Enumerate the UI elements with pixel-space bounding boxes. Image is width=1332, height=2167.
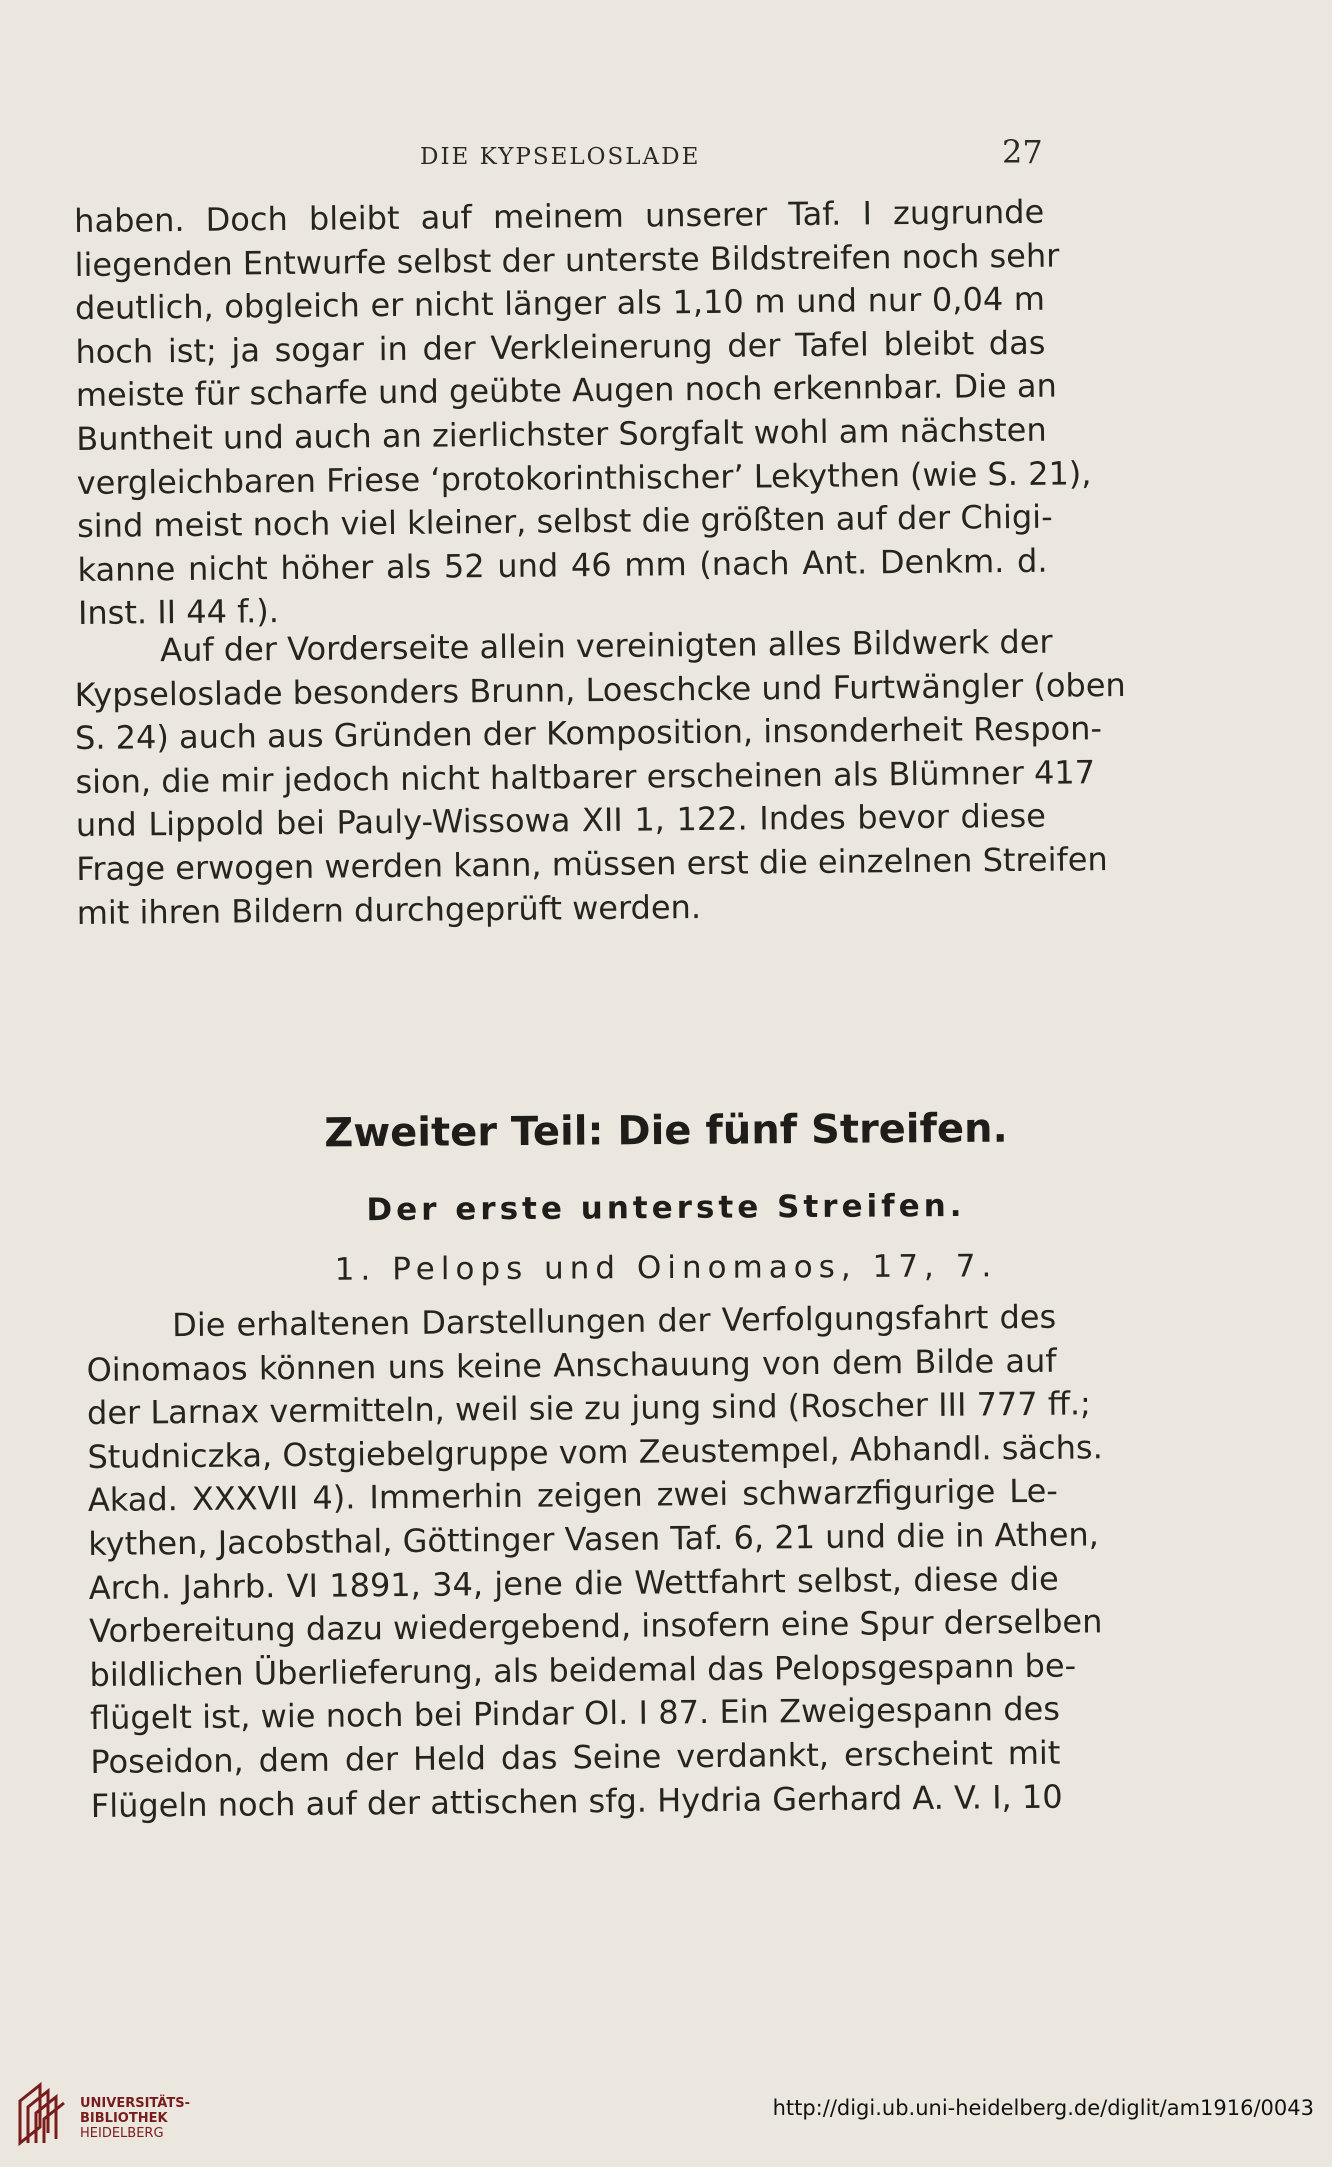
- text-line: Akad. XXXVII 4). Immerhin zeigen zwei schwarzfigurige Le-: [87, 1472, 1059, 1520]
- text-line: flügelt ist, wie noch bei Pindar Ol. I 87. Ein Zweigespann des: [89, 1690, 1061, 1738]
- section-heading: Der erste unterste Streifen.: [366, 1187, 966, 1229]
- library-name-line-1: UNIVERSITÄTS-: [80, 2096, 190, 2111]
- text-line: Auf der Vorderseite allein vereinigten alles Bildwerk der: [160, 622, 1053, 670]
- text-line: Frage erwogen werden kann, müssen erst die einzelnen Streifen: [76, 840, 1108, 888]
- text-line: Vorbereitung dazu wiedergebend, insofern eine Spur derselben: [88, 1602, 1103, 1651]
- running-title: DIE KYPSELOSLADE: [420, 144, 701, 170]
- paragraph-2: [74, 621, 1126, 935]
- text-line: deutlich, obgleich er nicht länger als 1,10 m und nur 0,04 m: [74, 279, 1046, 328]
- paragraph-1: [74, 191, 1092, 636]
- source-url-link[interactable]: http://digi.ub.uni-heidelberg.de/diglit/am1916/0043: [772, 2096, 1314, 2120]
- text-line: Die erhaltenen Darstellungen der Verfolgungsfahrt des: [172, 1297, 1057, 1345]
- text-line: und Lippold bei Pauly-Wissowa XII 1, 122. Indes bevor diese: [75, 797, 1047, 845]
- text-line: Buntheit und auch an zierlichster Sorgfalt wohl am nächsten: [76, 410, 1047, 458]
- text-line: Flügeln noch auf der attischen sfg. Hydria Gerhard A. V. I, 10: [90, 1777, 1063, 1825]
- text-line: liegenden Entwurfe selbst der unterste Bildstreifen noch sehr: [74, 236, 1060, 284]
- text-line: der Larnax vermitteln, weil sie zu jung sind (Roscher III 777 ff.;: [86, 1384, 1092, 1433]
- page-number: 27: [1002, 133, 1043, 171]
- library-name-line-3: HEIDELBERG: [80, 2126, 164, 2141]
- text-line: Poseidon, dem der Held das Seine verdankt, erscheint mit: [90, 1733, 1061, 1781]
- text-line: hoch ist; ja sogar in der Verkleinerung der Tafel bleibt das: [75, 323, 1046, 371]
- text-line: kythen, Jacobsthal, Göttinger Vasen Taf. 6, 21 und die in Athen,: [88, 1515, 1100, 1563]
- paragraph-3: [86, 1296, 1103, 1828]
- text-line: Oinomaos können uns keine Anschauung von dem Bilde auf: [86, 1341, 1057, 1389]
- text-line: sion, die mir jedoch nicht haltbarer erscheinen als Blümner 417: [75, 752, 1096, 801]
- text-line: sind meist noch viel kleiner, selbst die größten auf der Chigi-: [76, 497, 1053, 546]
- text-line: mit ihren Bildern durchgeprüft werden.: [76, 887, 702, 932]
- library-name-line-2: BIBLIOTHEK: [80, 2111, 168, 2126]
- subsection-heading: 1. Pelops und Oinomaos, 17, 7.: [334, 1248, 998, 1288]
- library-logo-icon[interactable]: [14, 2077, 72, 2149]
- library-name[interactable]: [80, 2096, 190, 2141]
- part-heading: Zweiter Teil: Die fünf Streifen.: [324, 1105, 1008, 1157]
- text-line: Kypseloslade besonders Brunn, Loeschcke und Furtwängler (oben: [74, 665, 1126, 714]
- text-line: Arch. Jahrb. VI 1891, 34, jene die Wettfahrt selbst, diese die: [88, 1559, 1059, 1607]
- text-line: bildlichen Überlieferung, als beidemal das Pelopsgespann be-: [89, 1646, 1077, 1694]
- text-line: haben. Doch bleibt auf meinem unserer Taf. I zugrunde: [74, 192, 1045, 240]
- text-line: S. 24) auch aus Gründen der Komposition, insonderheit Respon-: [74, 709, 1103, 758]
- text-line: Studniczka, Ostgiebelgruppe vom Zeustempel, Abhandl. sächs.: [87, 1428, 1103, 1476]
- text-line: kanne nicht höher als 52 und 46 mm (nach Ant. Denkm. d.: [77, 541, 1048, 589]
- text-line: meiste für scharfe und geübte Augen noch erkennbar. Die an: [75, 366, 1057, 415]
- text-line: Inst. II 44 f.).: [77, 592, 280, 633]
- text-line: vergleichbaren Friese ‘protokorinthischer’ Lekythen (wie S. 21),: [76, 453, 1092, 502]
